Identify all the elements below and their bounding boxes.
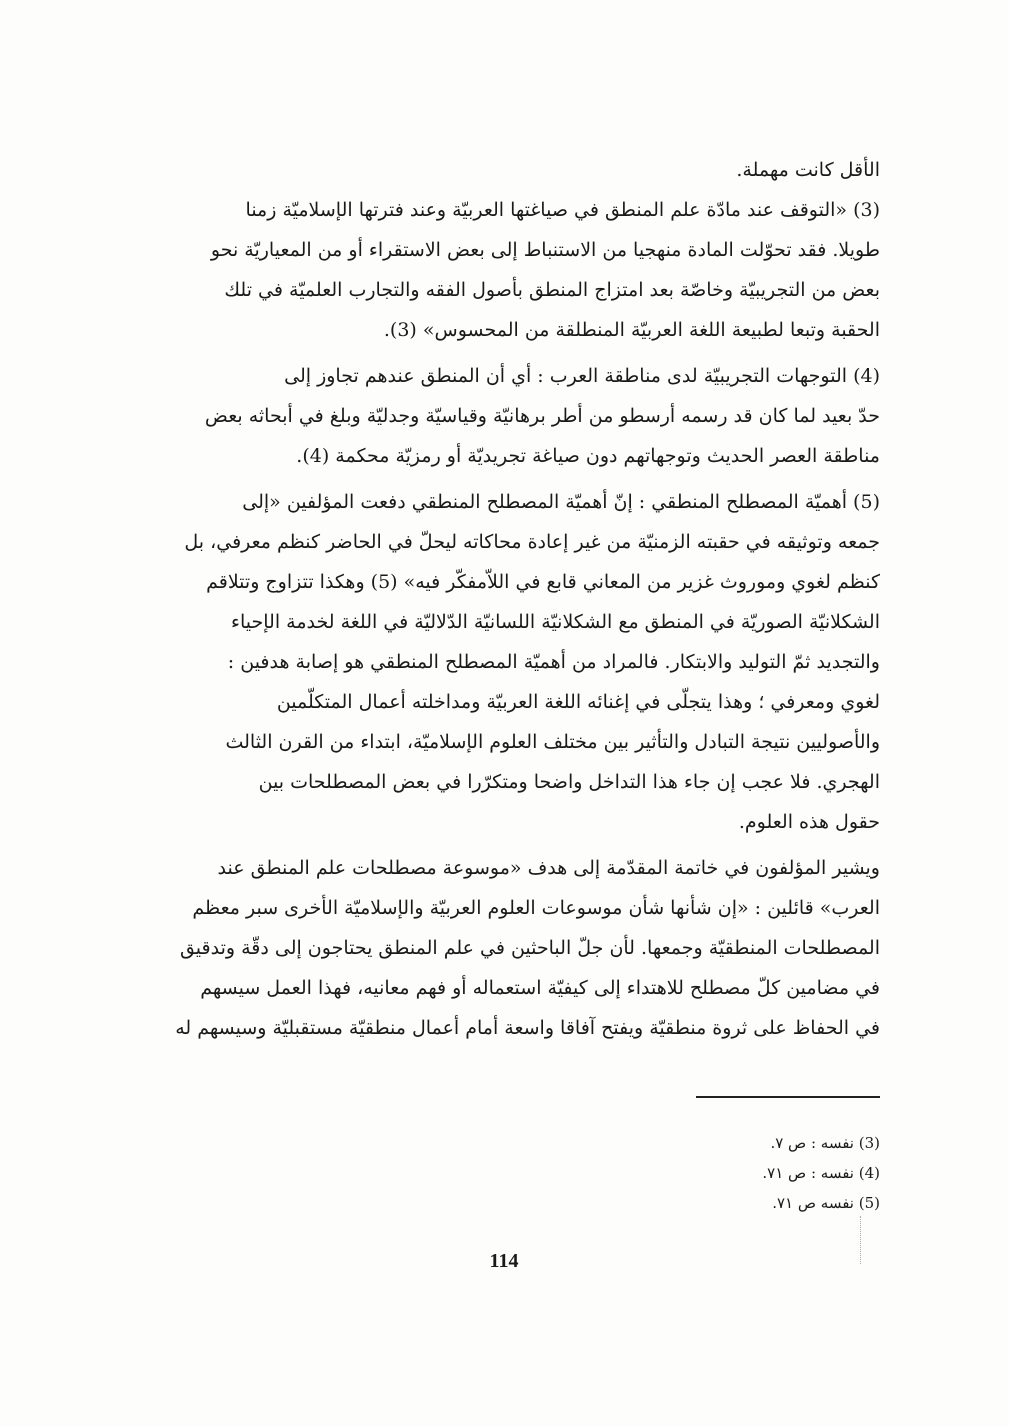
footnotes bbox=[600, 1128, 880, 1218]
text-line: ويشير المؤلفون في خاتمة المقدّمة إلى هدف «موسوعة مصطلحات علم المنطق عند bbox=[217, 857, 880, 879]
text-line: (3) «التوقف عند مادّة علم المنطق في صياغتها العربيّة وعند فترتها الإسلاميّة زمنا bbox=[245, 199, 880, 221]
text-line: طويلا. فقد تحوّلت المادة منهجيا من الاستنباط إلى بعض الاستقراء أو من المعياريّة نحو bbox=[210, 239, 880, 261]
text-line: (4) التوجهات التجريبيّة لدى مناطقة العرب : أي أن المنطق عندهم تجاوز إلى bbox=[284, 365, 880, 387]
text-line: والتجديد ثمّ التوليد والابتكار. فالمراد من أهميّة المصطلح المنطقي هو إصابة هدفين : bbox=[227, 651, 880, 673]
text-line: الشكلانيّة الصوريّة في المنطق مع الشكلانيّة اللسانيّة الدّلاليّة في اللغة لخدمة الإحياء bbox=[231, 611, 880, 633]
text-line: الهجري. فلا عجب إن جاء هذا التداخل واضحا ومتكرّرا في بعض المصطلحات بين bbox=[258, 771, 880, 793]
text-line: حقول هذه العلوم. bbox=[738, 811, 880, 833]
text-line: والأصوليين نتيجة التبادل والتأثير بين مختلف العلوم الإسلاميّة، ابتداء من القرن الثالث bbox=[225, 731, 880, 753]
text-line: (5) أهميّة المصطلح المنطقي : إنّ أهميّة المصطلح المنطقي دفعت المؤلفين «إلى bbox=[242, 491, 880, 513]
text-line: الأقل كانت مهملة. bbox=[736, 159, 880, 181]
text-line: في مضامين كلّ مصطلح للاهتداء إلى كيفيّة استعماله أو فهم معانيه، فهذا العمل سيسهم bbox=[200, 977, 880, 999]
text-line: العرب» قائلين : «إن شأنها شأن موسوعات العلوم العربيّة والإسلاميّة الأخرى سبر معظم bbox=[192, 897, 880, 919]
text-line: المصطلحات المنطقيّة وجمعها. لأن جلّ الباحثين في علم المنطق يحتاجون إلى دقّة وتدقيق bbox=[179, 937, 880, 959]
scan-artifact bbox=[860, 1216, 863, 1264]
page-number: 114 bbox=[489, 1250, 519, 1272]
text-line: مناطقة العصر الحديث وتوجهاتهم دون صياغة تجريديّة أو رمزيّة محكمة (4). bbox=[296, 445, 880, 467]
text-line: الحقبة وتبعا لطبيعة اللغة العربيّة المنطلقة من المحسوس» (3). bbox=[383, 319, 880, 341]
footnote-separator bbox=[696, 1096, 880, 1098]
footnote: (5) نفسه ص ٧١. bbox=[772, 1194, 880, 1212]
text-line: كنظم لغوي وموروث غزير من المعاني قابع في اللاّمفكّر فيه» (5) وهكذا تتزاوج وتتلاقم bbox=[206, 571, 880, 593]
text-line: بعض من التجريبيّة وخاصّة بعد امتزاج المنطق بأصول الفقه والتجارب العلميّة في تلك bbox=[224, 279, 880, 301]
text-line: لغوي ومعرفي ؛ وهذا يتجلّى في إغنائه اللغة العربيّة ومداخلته أعمال المتكلّمين bbox=[276, 691, 880, 713]
footnote: (3) نفسه : ص ٧. bbox=[770, 1134, 880, 1152]
footnote: (4) نفسه : ص ٧١. bbox=[762, 1164, 880, 1182]
text-line: حدّ بعيد لما كان قد رسمه أرسطو من أطر برهانيّة وقياسيّة وجدليّة وبلغ في أبحاثه بعض bbox=[204, 405, 880, 427]
body-text bbox=[150, 150, 880, 1048]
text-line: جمعه وتوثيقه في حقبته الزمنيّة من غير إعادة محاكاته ليحلّ في الحاضر كنظم معرفي، بل bbox=[184, 531, 880, 553]
text-line: في الحفاظ على ثروة منطقيّة ويفتح آفاقا واسعة أمام أعمال منطقيّة مستقبليّة وسيسهم له bbox=[175, 1017, 880, 1039]
